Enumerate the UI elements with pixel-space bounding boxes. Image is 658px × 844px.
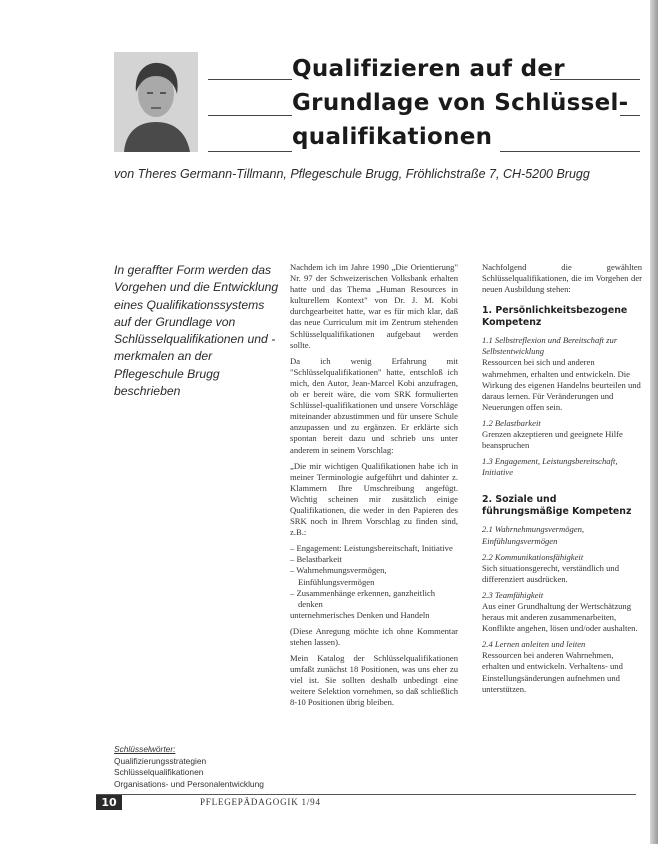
- column-2: [290, 262, 458, 714]
- competence-item: [482, 335, 642, 413]
- section-heading-2: 2. Soziale und führungsmäßige Kompetenz: [482, 494, 632, 518]
- qualification-list: [290, 543, 458, 621]
- author-byline: von Theres Germann-Tillmann, Pflegeschule Brugg, Fröhlichstraße 7, CH-5200 Brugg: [114, 167, 590, 181]
- page-number: 10: [96, 795, 122, 810]
- paragraph: „Die mir wichtigen Qualifikationen habe ich in meiner Terminologie aufgeführt und dahinter z. Klammern Ihre Umschreibung angefügt. Wichtig scheinen mir zusätzlich einige Qualifikationen, die weder in den Papieren des SRK noch in Ihrem Vorschlag zu finden sind, z.B.:: [290, 460, 458, 538]
- list-item: – Belastbarkeit: [290, 554, 342, 565]
- competence-subtitle: 1.1 Selbstreflexion und Bereitschaft zur Selbstentwicklung: [482, 335, 618, 357]
- competence-subtitle: 1.3 Engagement, Leistungsbereitschaft, Initiative: [482, 456, 618, 478]
- article-title: [292, 52, 632, 154]
- list-item: – Zusammenhänge erkennen, ganzheitlich denken: [290, 587, 436, 609]
- title-line-2: Grundlage von Schlüssel-: [292, 90, 629, 116]
- competence-item: [482, 456, 642, 478]
- paragraph: Da ich wenig Erfahrung mit "Schlüsselqualifikationen" hatte, entschloß ich mich, den Autor, Jean-Marcel Kobi anzufragen, ob er bereit wäre, die vom SRK formulierten Schlüssel-qualifikationen und unsere Vorschläge miteinander abzustimmen und für unsere Schule anzupassen und zu ergänzen. Er erklärte sich spontan bereit dazu und schrieb uns unter anderem in seinem Vorschlag:: [290, 355, 458, 455]
- section-heading-1: 1. Persönlichkeitsbezogene Kompetenz: [482, 305, 628, 329]
- journal-name: PFLEGEPÄDAGOGIK 1/94: [200, 797, 321, 807]
- paragraph: Mein Katalog der Schlüsselqualifikationen umfaßt zunächst 18 Positionen, was uns eher zu viel ist. Sie sollten deshalb unbedingt eine weitere Selektion vornehmen, so daß schließlich 8-10 Positionen übrig bleiben.: [290, 653, 458, 708]
- competence-subtitle: 2.1 Wahrnehmungsvermögen, Einfühlungsvermögen: [482, 524, 585, 546]
- competence-item: [482, 418, 642, 451]
- author-photo: [114, 52, 198, 152]
- list-item: – Wahrnehmungsvermögen, Einfühlungsvermögen: [290, 565, 387, 587]
- competence-item: [482, 524, 642, 546]
- page-edge-shadow: [650, 0, 658, 844]
- competence-item: [482, 552, 642, 585]
- keyword: Qualifizierungsstrategien: [114, 755, 207, 766]
- list-item: – Engagement: Leistungsbereitschaft, Initiative: [290, 543, 453, 554]
- paragraph: Nachfolgend die gewählten Schlüsselqualifikationen, die im Vorgehen der neuen Ausbildung stehen:: [482, 262, 642, 295]
- competence-text: Aus einer Grundhaltung der Wertschätzung heraus mit anderen zusammenarbeiten, Konflikte angehen, lösen und/oder aushalten.: [482, 600, 638, 634]
- paragraph: Nachdem ich im Jahre 1990 „Die Orientierung" Nr. 97 der Schweizerischen Volksbank erhalten hatte und das Thema „Human Resources in kulturellem Kontext" von Dr. J. M. Kobi durchgearbeitet hatte, war es für mich klar, daß das neue Curriculum mit im Zentrum stehenden Schlüsselqualifikationen aufgebaut werden sollte.: [290, 262, 458, 350]
- title-line-1: Qualifizieren auf der: [292, 56, 565, 82]
- article-intro: In geraffter Form werden das Vorgehen und die Entwicklung eines Qualifikationssystems auf der Grundlage von Schlüsselqualifikationen und -merkmalen an der Pflegeschule Brugg beschrieben: [114, 263, 279, 399]
- keywords-box: [114, 744, 264, 790]
- competence-subtitle: 1.2 Belastbarkeit: [482, 417, 541, 428]
- column-3: [482, 262, 642, 700]
- competence-subtitle: 2.4 Lernen anleiten und leiten: [482, 639, 586, 650]
- title-line-3: qualifikationen: [292, 124, 493, 150]
- competence-subtitle: 2.3 Teamfähigkeit: [482, 589, 544, 600]
- competence-text: Ressourcen bei sich und anderen wahrnehmen, erhalten und entwickeln. Die Wirkung des eigenen Handelns beurteilen und daraus lernen. Für Veränderungen und Neuerungen offen sein.: [482, 357, 641, 412]
- competence-text: Ressourcen bei anderen Wahrnehmen, erhalten und entwickeln. Verhaltens- und Einstellungsänderungen aufnehmen und unterstützen.: [482, 650, 623, 694]
- keyword: Schlüsselqualifikationen: [114, 767, 204, 778]
- competence-item: [482, 590, 642, 634]
- competence-item: [482, 639, 642, 694]
- competence-subtitle: 2.2 Kommunikationsfähigkeit: [482, 551, 584, 562]
- footer-rule: [96, 794, 636, 795]
- keyword: Organisations- und Personalentwicklung: [114, 778, 264, 789]
- competence-text: Sich situationsgerecht, verständlich und differenziert ausdrücken.: [482, 562, 619, 584]
- competence-text: Grenzen akzeptieren und geeignete Hilfe beanspruchen: [482, 429, 623, 451]
- list-item: unternehmerisches Denken und Handeln: [290, 609, 430, 620]
- paragraph: (Diese Anregung möchte ich ohne Kommentar stehen lassen).: [290, 625, 458, 647]
- keywords-title: Schlüsselwörter:: [114, 744, 176, 754]
